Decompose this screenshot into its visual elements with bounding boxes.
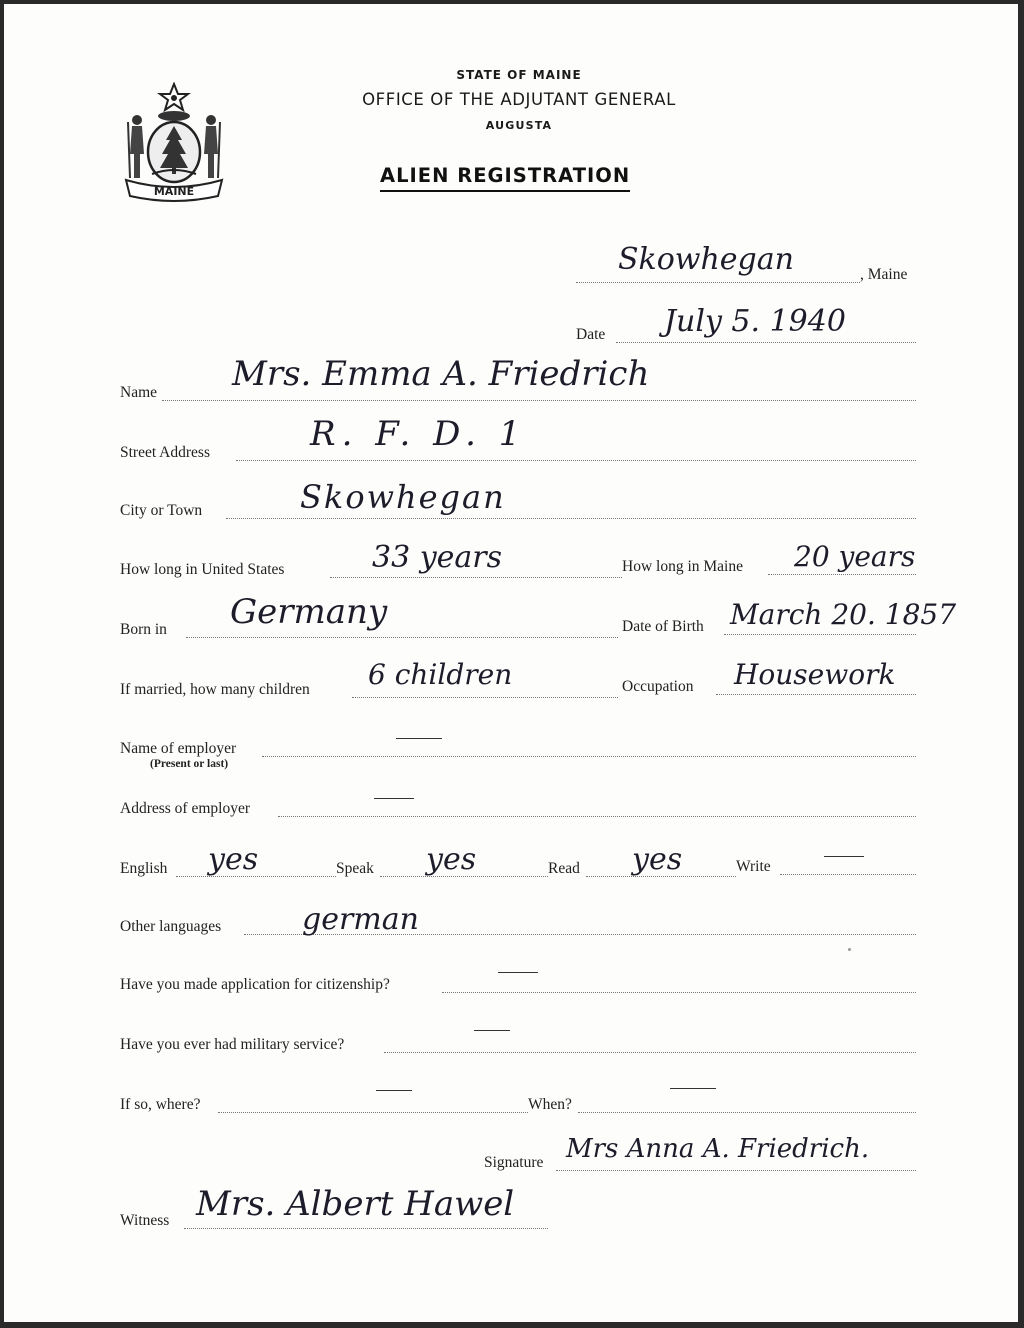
- us-label: How long in United States: [120, 561, 285, 578]
- maine-label: , Maine: [860, 266, 908, 283]
- born-label: Born in: [120, 621, 167, 638]
- street-label: Street Address: [120, 444, 210, 461]
- city-label: City or Town: [120, 502, 203, 519]
- maine-years-line: [768, 574, 916, 575]
- date-label: Date: [576, 326, 606, 343]
- where-line: [218, 1112, 528, 1113]
- emp-address-dash: [374, 798, 414, 799]
- read-label: Read: [548, 860, 580, 877]
- dob-label: Date of Birth: [622, 618, 704, 635]
- date-entry: July 5. 1940: [664, 304, 846, 339]
- write-label: Write: [736, 858, 771, 875]
- where-label: If so, where?: [120, 1096, 201, 1113]
- military-label: Have you ever had military service?: [120, 1036, 345, 1053]
- other-lang-label: Other languages: [120, 918, 222, 935]
- other-lang-entry: german: [302, 902, 419, 937]
- us-line: [330, 577, 622, 578]
- occupation-label: Occupation: [622, 678, 694, 695]
- emp-address-label: Address of employer: [120, 800, 250, 817]
- english-entry: yes: [208, 842, 259, 877]
- dob-line: [724, 634, 916, 635]
- place-line: [576, 282, 860, 283]
- speak-entry: yes: [426, 842, 477, 877]
- state-heading: STATE OF MAINE: [456, 68, 582, 82]
- citizenship-line: [442, 992, 916, 993]
- employer-sublabel: (Present or last): [150, 758, 229, 770]
- us-entry: 33 years: [372, 540, 503, 575]
- place-entry: Skowhegan: [618, 242, 794, 277]
- city-line: [226, 518, 916, 519]
- when-line: [578, 1112, 916, 1113]
- witness-entry: Mrs. Albert Hawel: [196, 1184, 515, 1224]
- dob-entry: March 20. 1857: [730, 598, 957, 631]
- citizenship-dash: [498, 972, 538, 973]
- city-entry: Skowhegan: [300, 478, 506, 516]
- speak-label: Speak: [336, 860, 374, 877]
- name-line: [162, 400, 916, 401]
- maine-years-label: How long in Maine: [622, 558, 743, 575]
- when-dash: [670, 1088, 716, 1089]
- military-line: [384, 1052, 916, 1053]
- born-entry: Germany: [230, 592, 388, 632]
- children-line: [352, 697, 618, 698]
- children-label: If married, how many children: [120, 681, 310, 698]
- witness-label: Witness: [120, 1212, 170, 1229]
- date-line: [616, 342, 916, 343]
- maine-years-entry: 20 years: [794, 540, 916, 573]
- military-dash: [474, 1030, 510, 1031]
- signature-line: [556, 1170, 916, 1171]
- employer-label: Name of employer: [120, 740, 237, 757]
- occupation-line: [716, 694, 916, 695]
- name-label: Name: [120, 384, 158, 401]
- street-line: [236, 460, 916, 461]
- english-label: English: [120, 860, 168, 877]
- when-label: When?: [528, 1096, 572, 1113]
- write-line: [780, 874, 916, 875]
- write-dash: [824, 856, 864, 857]
- office-heading: OFFICE OF THE ADJUTANT GENERAL: [362, 90, 676, 109]
- name-entry: Mrs. Emma A. Friedrich: [232, 354, 650, 394]
- citizenship-label: Have you made application for citizenship?: [120, 976, 390, 993]
- signature-entry: Mrs Anna A. Friedrich.: [566, 1134, 870, 1164]
- children-entry: 6 children: [368, 658, 513, 691]
- employer-line: [262, 756, 916, 757]
- seal-label: MAINE: [153, 185, 195, 198]
- occupation-entry: Housework: [734, 658, 896, 691]
- witness-line: [184, 1228, 548, 1229]
- registration-form-page: [4, 4, 1018, 1322]
- paper-speck: [848, 948, 851, 951]
- employer-dash: [396, 738, 442, 739]
- born-line: [186, 637, 618, 638]
- city-heading: AUGUSTA: [485, 119, 553, 132]
- emp-address-line: [278, 816, 916, 817]
- street-entry: R. F. D. 1: [310, 414, 527, 454]
- form-title: ALIEN REGISTRATION: [380, 164, 630, 192]
- signature-label: Signature: [484, 1154, 544, 1171]
- read-entry: yes: [632, 842, 683, 877]
- where-dash: [376, 1090, 412, 1091]
